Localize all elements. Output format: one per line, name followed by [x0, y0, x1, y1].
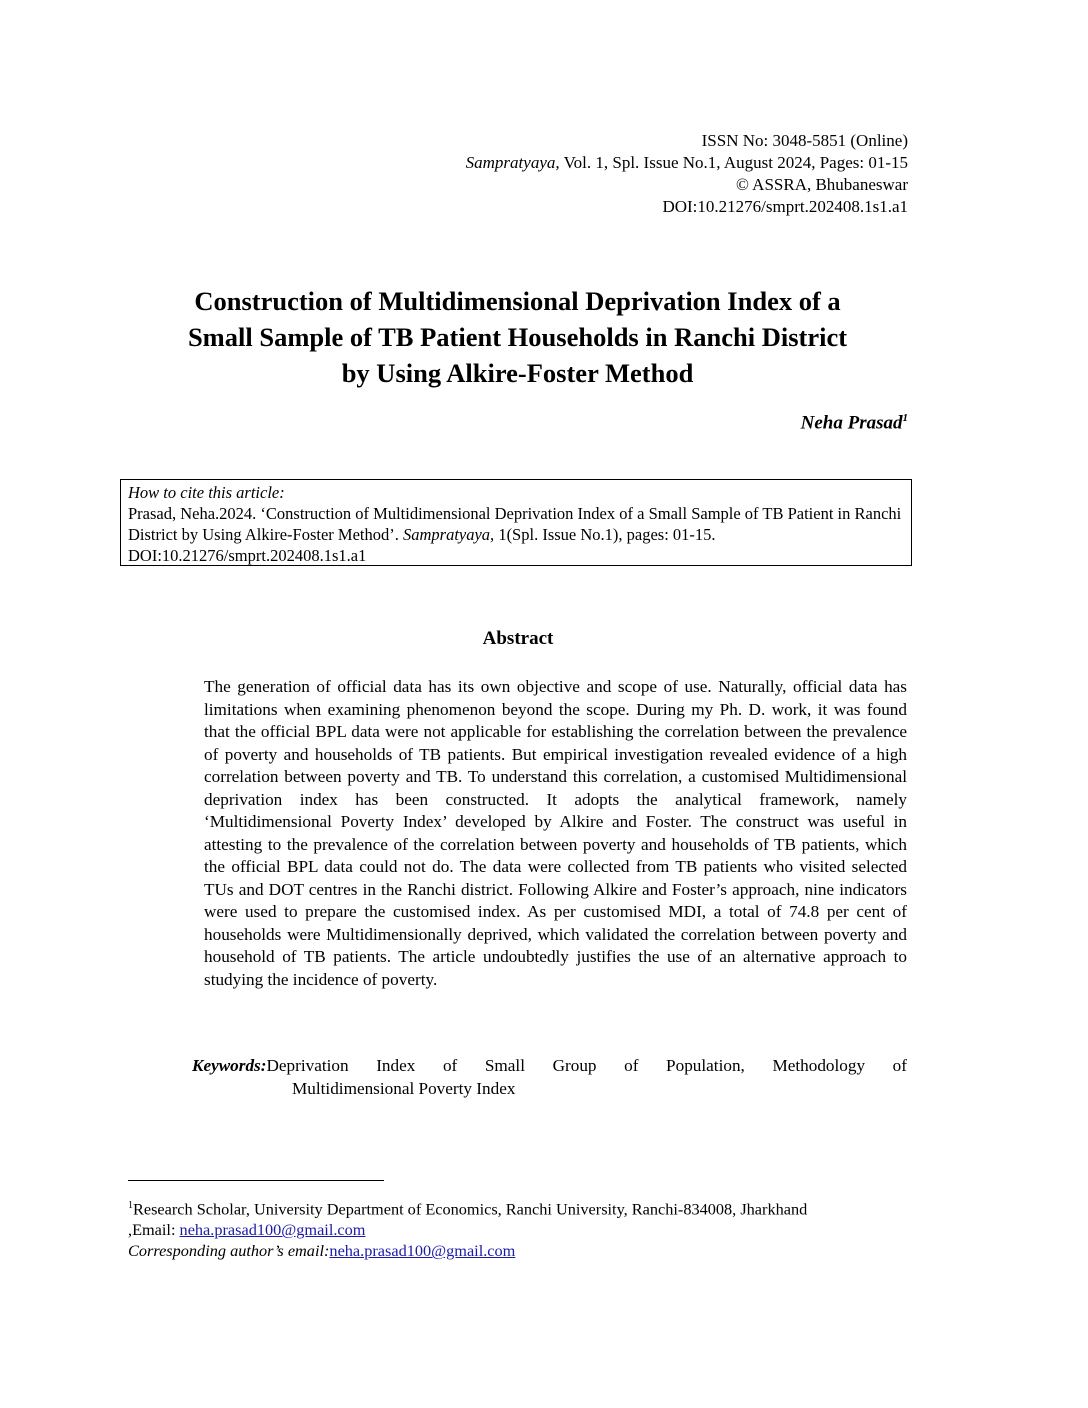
title-line-2: Small Sample of TB Patient Households in Ranchi District: [187, 322, 848, 352]
author-footnote-mark: 1: [902, 412, 908, 424]
journal-name: Sampratyaya,: [465, 153, 560, 172]
footnote-mark: 1: [128, 1200, 133, 1211]
title-line-1: Construction of Multidimensional Deprivation Index of a: [194, 286, 841, 316]
title-line-3: by Using Alkire-Foster Method: [341, 358, 694, 388]
journal-line: [466, 152, 908, 174]
keywords-line-1: Deprivation Index of Small Group of Population, Methodology of: [266, 1056, 907, 1075]
publisher: © ASSRA, Bhubaneswar: [735, 175, 908, 194]
citation-doi: DOI:10.21276/smprt.202408.1s1.a1: [128, 546, 367, 565]
abstract-heading: Abstract: [482, 628, 554, 649]
footnote-affiliation: Research Scholar, University Department of Economics, Ranchi University, Ranchi-834008, Jharkhand: [133, 1199, 808, 1219]
journal-header: [466, 130, 908, 218]
citation-heading: How to cite this article:: [128, 483, 285, 502]
abstract-text: The generation of official data has its own objective and scope of use. Naturally, official data has limitations when examining phenomenon beyond the scope. During my Ph. D. work, it was found that the official BPL data were not applicable for establishing the correlation between the prevalence of poverty and households of TB patients. But empirical investigation revealed evidence of a high correlation between poverty and TB. To understand this correlation, a customised Multidimensional deprivation index has been constructed. It adopts the analytical framework, namely ‘Multidimensional Poverty Index’ developed by Alkire and Foster. The construct was useful in attesting to the prevalence of the correlation between poverty and households of TB patients, which the official BPL data could not do. The data were collected from TB patients who visited selected TUs and DOT centres in the Ranchi district. Following Alkire and Foster’s approach, nine indicators were used to prepare the customised index. As per customised MDI, a total of 74.8 per cent of households were Multidimensionally deprived, which validated the correlation between poverty and household of TB patients. The article undoubtedly justifies the use of an alternative approach to studying the incidence of poverty.: [204, 677, 907, 989]
author-email-link[interactable]: neha.prasad100@gmail.com: [179, 1220, 366, 1240]
corresponding-label: Corresponding author’s email:: [128, 1241, 330, 1261]
author: [801, 412, 908, 434]
author-name: Neha Prasad: [800, 412, 903, 434]
citation-text: [128, 503, 907, 545]
citation-box: [120, 479, 912, 566]
keywords-row: [192, 1055, 907, 1078]
keywords-colon: :: [260, 1056, 267, 1075]
journal-details: Vol. 1, Spl. Issue No.1, August 2024, Pages: 01-15: [559, 153, 908, 172]
keywords-line-2: Multidimensional Poverty Index: [292, 1078, 516, 1098]
keywords-label-wrap: [192, 1055, 266, 1078]
keywords-label: Keywords: [192, 1056, 261, 1075]
footnote: [128, 1195, 908, 1261]
footnote-email-line: [128, 1219, 908, 1240]
header-doi: DOI:10.21276/smprt.202408.1s1.a1: [662, 197, 908, 216]
citation-journal: Sampratyaya,: [402, 525, 495, 544]
citation-text-a: Prasad, Neha.2024. ‘Construction of Multidimensional Deprivation Index of a Small Sample of TB Patient in Ranchi District by Using Alkire-Foster Method’.: [128, 504, 902, 544]
issn: ISSN No: 3048-5851 (Online): [701, 131, 908, 150]
footnote-affiliation-line: [128, 1195, 908, 1219]
keywords: [192, 1055, 907, 1100]
corresponding-email-link[interactable]: neha.prasad100@gmail.com: [329, 1241, 516, 1261]
paper-title: [110, 283, 925, 391]
citation-text-b: 1(Spl. Issue No.1), pages: 01-15.: [494, 525, 716, 544]
footnote-rule: [128, 1180, 384, 1181]
footnote-corresponding-line: [128, 1240, 908, 1261]
footnote-email-prefix: ,Email:: [128, 1220, 180, 1240]
